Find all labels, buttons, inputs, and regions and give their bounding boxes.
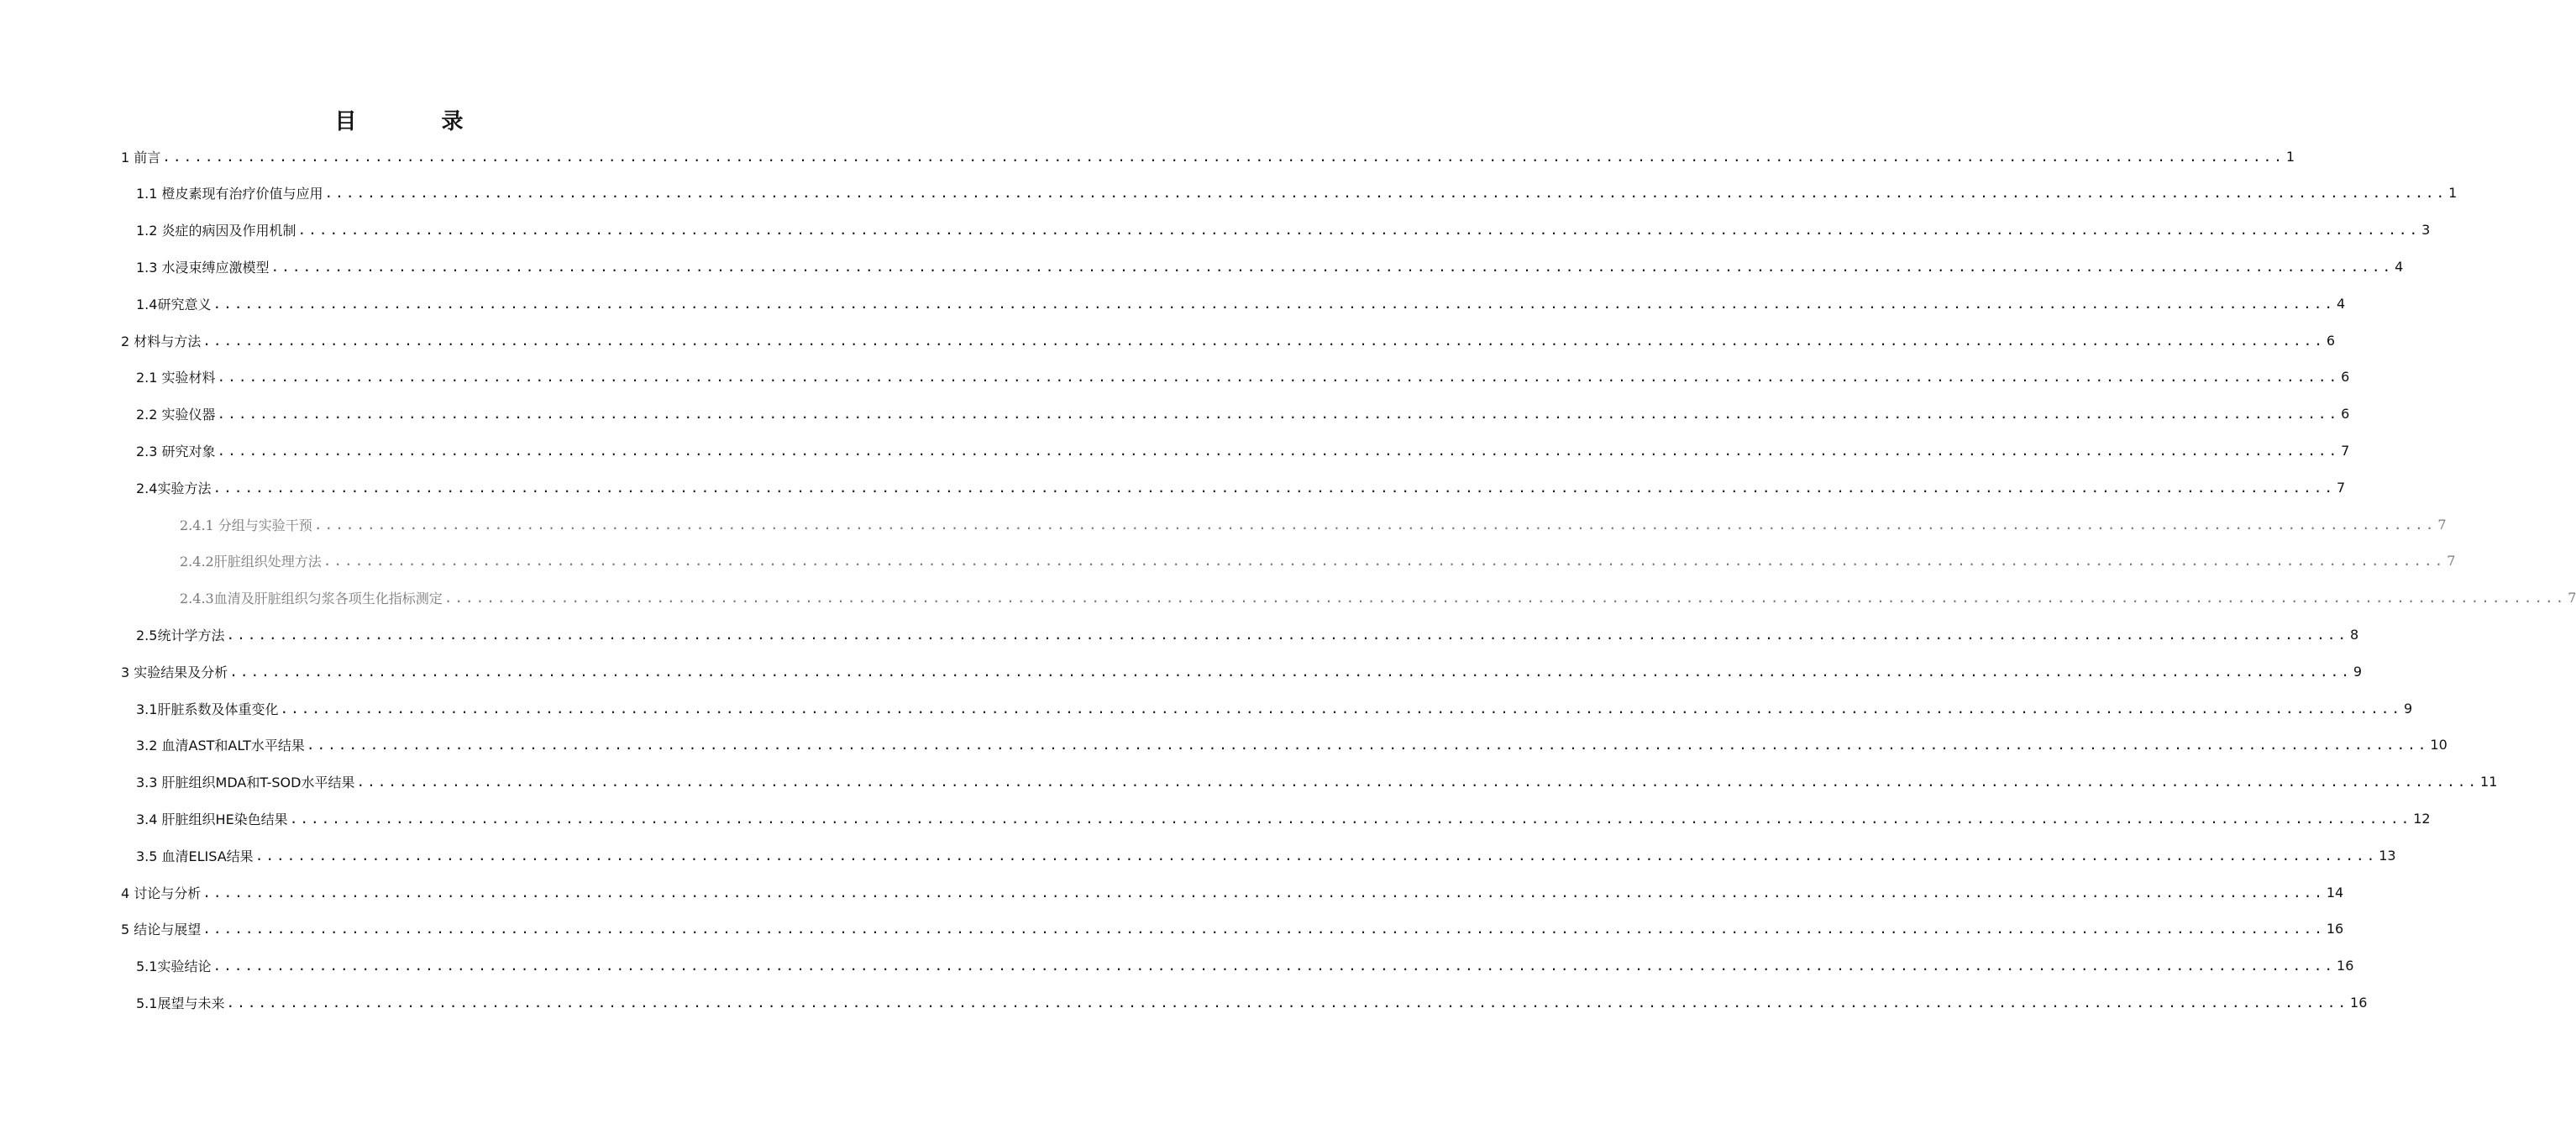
toc-entry-label: 2.4.1 分组与实验干预 [180,517,312,533]
toc-entry[interactable] [121,656,2363,686]
toc-entry-page-number: 16 [2337,958,2354,974]
toc-entry-page-number: 7 [2337,479,2346,496]
toc-leader-dots: ........................................................................................................................................................................................................ [289,810,2412,827]
toc-entry-page-number: 6 [2341,369,2350,386]
toc-entry-page-number: 4 [2395,258,2404,275]
toc-entry[interactable] [136,435,2350,465]
toc-entry-page-number: 7 [2447,553,2456,570]
toc-entry-page-number: 14 [2326,884,2344,901]
toc-entry-page-number: 3 [2421,222,2431,239]
toc-leader-dots: ........................................................................................................................................................................................................ [280,700,2403,717]
toc-entry-label: 3.5 血清ELISA结果 [136,848,254,864]
toc-entry-page-number: 7 [2341,442,2350,459]
toc-entry[interactable] [136,619,2359,649]
toc-entry[interactable] [136,288,2346,318]
toc-entry[interactable] [136,472,2346,502]
toc-entry-page-number: 6 [2326,332,2336,349]
toc-entry-label: 1.1 橙皮素现有治疗价值与应用 [136,186,323,202]
toc-entry[interactable] [136,987,2368,1017]
toc-leader-dots: ........................................................................................................................................................................................................ [217,369,2340,386]
toc-leader-dots: ........................................................................................................................................................................................................ [443,590,2567,607]
toc-entry-label: 2 材料与方法 [121,333,202,349]
toc-entry[interactable] [180,509,2447,539]
toc-leader-dots: ........................................................................................................................................................................................................ [202,921,2325,937]
toc-leader-dots: ........................................................................................................................................................................................................ [202,332,2325,349]
toc-entry[interactable] [136,215,2431,245]
toc-entry-label: 3.3 肝脏组织MDA和T-SOD水平结果 [136,775,355,791]
toc-leader-dots: ........................................................................................................................................................................................................ [226,626,2349,643]
toc-leader-dots: ........................................................................................................................................................................................................ [356,774,2479,790]
toc-entry[interactable] [121,914,2344,944]
toc-entry-label: 2.5统计学方法 [136,627,225,643]
toc-entry-page-number: 8 [2350,626,2359,643]
toc-entry-label: 1.4研究意义 [136,296,212,312]
toc-entry-label: 5.1实验结论 [136,958,212,975]
toc-leader-dots: ........................................................................................................................................................................................................ [212,958,2336,974]
toc-entry-label: 2.3 研究对象 [136,443,216,459]
toc-leader-dots: ........................................................................................................................................................................................................ [324,185,2447,202]
toc-leader-dots: ........................................................................................................................................................................................................ [229,663,2352,680]
toc-leader-dots: ........................................................................................................................................................................................................ [306,737,2429,754]
toc-entry[interactable] [121,877,2344,907]
toc-entry-page-number: 9 [2404,700,2413,717]
toc-leader-dots: ........................................................................................................................................................................................................ [297,222,2421,239]
toc-entry[interactable] [136,693,2413,723]
toc-entry-label: 2.4实验方法 [136,480,212,496]
toc-entry-label: 3.4 肝脏组织HE染色结果 [136,811,288,827]
toc-leader-dots: ........................................................................................................................................................................................................ [217,406,2340,423]
toc-entry[interactable] [136,951,2354,981]
toc-leader-dots: ........................................................................................................................................................................................................ [162,148,2285,165]
toc-entry-page-number: 9 [2353,663,2363,680]
toc-entry[interactable] [121,141,2295,171]
toc-entry[interactable] [136,840,2396,870]
toc-leader-dots: ........................................................................................................................................................................................................ [202,884,2325,901]
toc-entry-label: 2.1 实验材料 [136,370,216,386]
toc-entry-page-number: 13 [2379,847,2396,864]
toc-entry[interactable] [180,546,2456,576]
toc-leader-dots: ........................................................................................................................................................................................................ [226,994,2349,1011]
toc-leader-dots: ........................................................................................................................................................................................................ [254,847,2378,864]
toc-entry-label: 3 实验结果及分析 [121,664,228,680]
toc-entry[interactable] [180,583,2576,613]
toc-entry[interactable] [136,730,2447,760]
toc-entry-label: 3.1肝脏系数及体重变化 [136,701,279,717]
toc-leader-dots: ........................................................................................................................................................................................................ [323,553,2446,570]
toc-leader-dots: ........................................................................................................................................................................................................ [212,479,2336,496]
toc-entry-page-number: 1 [2448,185,2458,202]
toc-entry-label: 2.4.2肝脏组织处理方法 [180,554,322,570]
toc-entry-page-number: 12 [2413,810,2431,827]
page-title: 目 录 [334,109,502,134]
toc-entry-label: 1 前言 [121,149,161,165]
toc-leader-dots: ........................................................................................................................................................................................................ [217,442,2340,459]
toc-entry-page-number: 10 [2430,737,2447,754]
toc-entry[interactable] [136,767,2498,797]
toc-entry-label: 4 讨论与分析 [121,885,202,901]
toc-entry-label: 2.2 实验仪器 [136,407,216,423]
toc-entry-page-number: 7 [2437,516,2447,533]
toc-entry-label: 5 结论与展望 [121,922,202,938]
toc-leader-dots: ........................................................................................................................................................................................................ [270,258,2394,275]
toc-entry[interactable] [136,399,2350,429]
toc-entry[interactable] [136,178,2458,208]
toc-entry-page-number: 11 [2480,774,2498,790]
toc-entry-page-number: 7 [2568,590,2576,607]
toc-entry[interactable] [136,251,2404,281]
toc-entry[interactable] [121,325,2336,355]
toc-entry-label: 1.2 炎症的病因及作用机制 [136,223,296,239]
toc-entry-label: 2.4.3血清及肝脏组织匀浆各项生化指标测定 [180,591,443,607]
toc-entry-label: 1.3 水浸束缚应激模型 [136,259,270,276]
toc-leader-dots: ........................................................................................................................................................................................................ [212,295,2336,312]
toc-entry-page-number: 6 [2341,406,2350,423]
toc-entry-page-number: 16 [2326,921,2344,937]
toc-leader-dots: ........................................................................................................................................................................................................ [313,516,2437,533]
toc-entry-page-number: 4 [2337,295,2346,312]
toc-entry-label: 3.2 血清AST和ALT水平结果 [136,738,305,754]
toc-entry-label: 5.1展望与未来 [136,995,225,1011]
toc-entry[interactable] [136,803,2431,833]
toc-entry[interactable] [136,362,2350,392]
toc-entry-page-number: 16 [2350,994,2368,1011]
toc-entry-page-number: 1 [2285,148,2295,165]
